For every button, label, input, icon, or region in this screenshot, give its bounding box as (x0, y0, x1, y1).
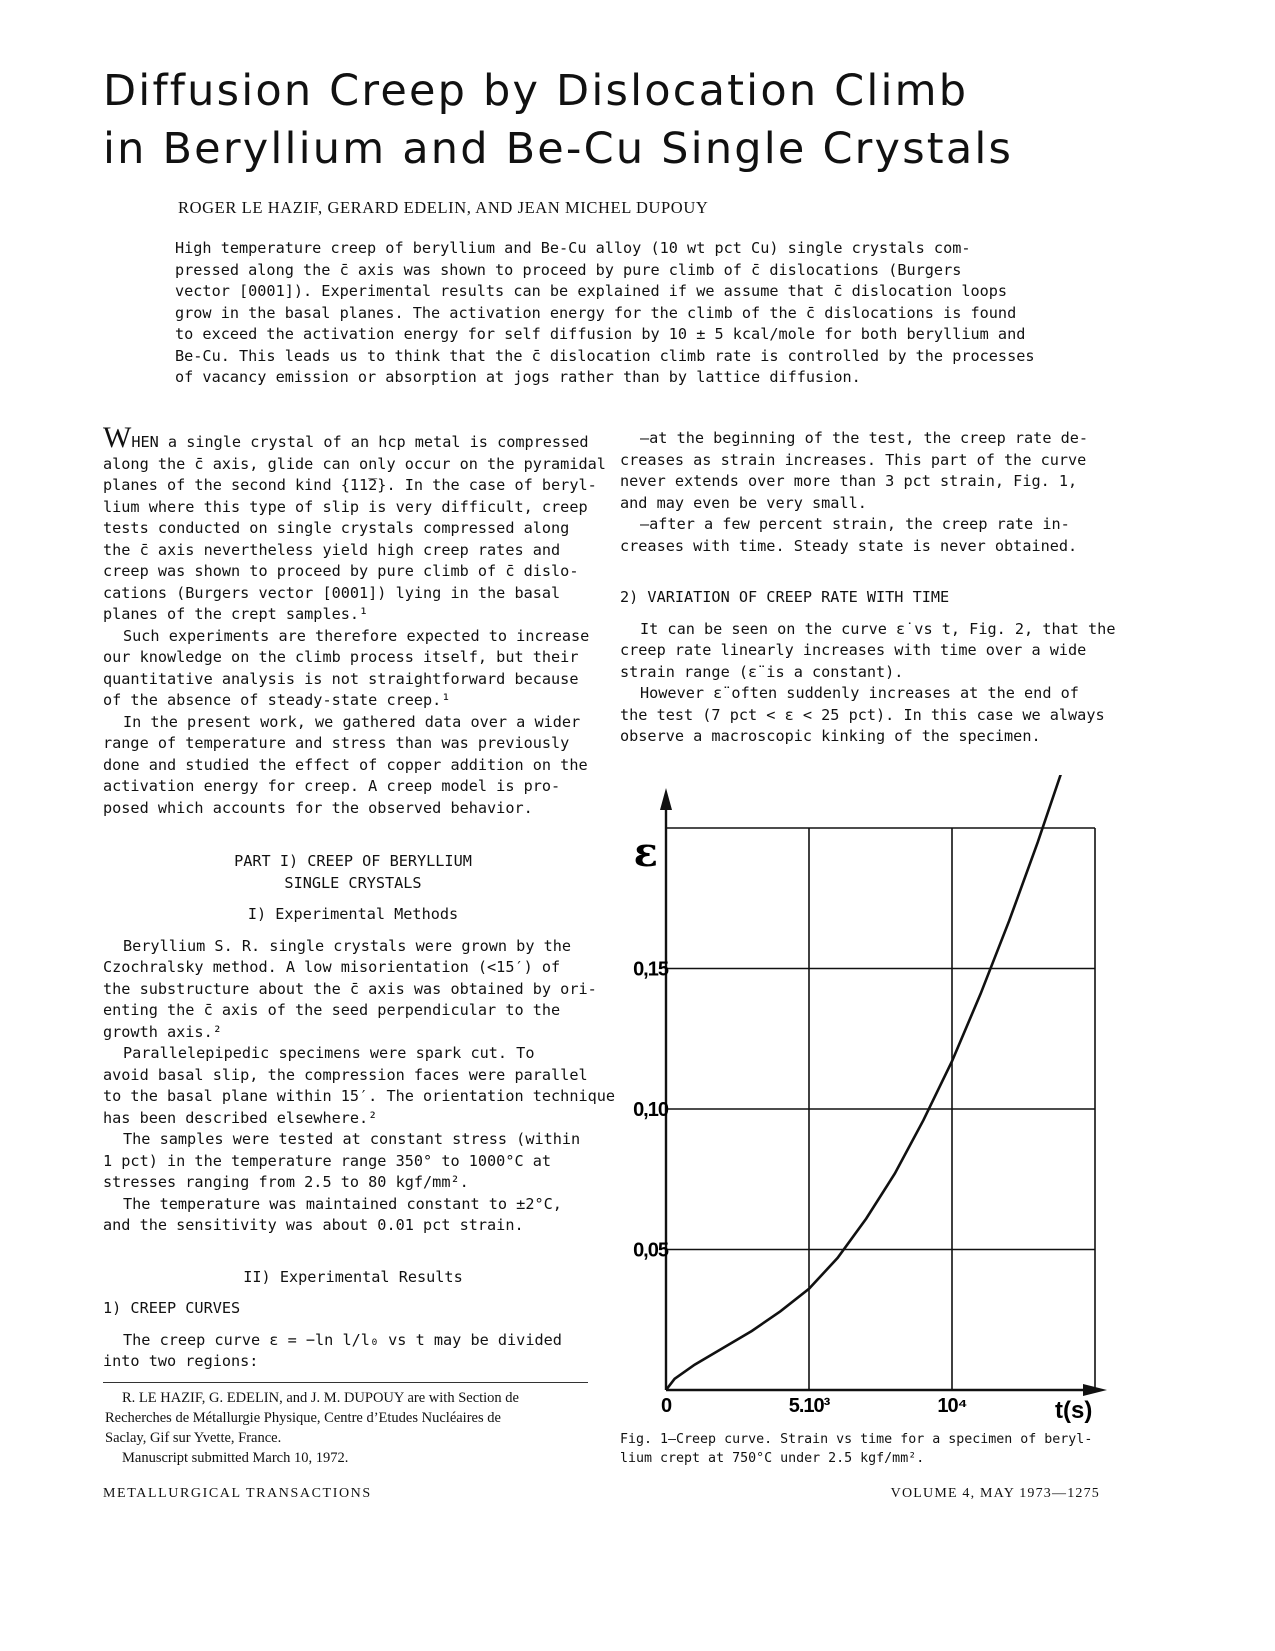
body-line: has been described elsewhere.² (103, 1108, 378, 1127)
body-line: quantitative analysis is not straightforward because (103, 669, 579, 688)
abstract (175, 238, 1035, 389)
section-heading: SINGLE CRYSTALS (284, 873, 422, 892)
body-line: creases with time. Steady state is never obtained. (620, 536, 1078, 555)
body-line: planes of the crept samples.¹ (103, 605, 369, 623)
body-line: creep was shown to proceed by pure climb of c̄ dislo- (103, 562, 579, 580)
footnote-rule (103, 1382, 588, 1383)
body-line: done and studied the effect of copper addition on the (103, 755, 588, 774)
volume-page: VOLUME 4, MAY 1973—1275 (890, 1486, 1100, 1501)
body-line: planes of the second kind {11̅2}. In the case of beryl- (103, 476, 597, 494)
footnote-line: R. LE HAZIF, G. EDELIN, and J. M. DUPOUY are with Section de (122, 1390, 519, 1406)
abstract-line: Be-Cu. This leads us to think that the c̄ dislocation climb rate is controlled by the processes (175, 346, 1035, 365)
caption-line: Fig. 1—Creep curve. Strain vs time for a specimen of beryl- (620, 1432, 1093, 1447)
y-tick-label: 0,10 (633, 1099, 668, 1121)
x-axis-label: t(s) (1055, 1397, 1093, 1424)
journal-name: METALLURGICAL TRANSACTIONS (103, 1486, 372, 1501)
creep-curve-line (666, 770, 1095, 1390)
body-line: never extends over more than 3 pct strain, Fig. 1, (620, 472, 1078, 490)
body-line: observe a macroscopic kinking of the specimen. (620, 727, 1041, 745)
figure-caption (620, 1430, 1110, 1468)
body-line: the c̄ axis nevertheless yield high creep rates and (103, 540, 561, 559)
body-line: into two regions: (103, 1352, 259, 1370)
intro-first-line (103, 421, 603, 454)
body-line: Parallelepipedic specimens were spark cut. To (123, 1044, 535, 1062)
y-tick-label: 0,15 (633, 958, 668, 981)
body-line: the test (7 pct < ε < 25 pct). In this case we always (620, 705, 1105, 724)
body-line: enting the c̄ axis of the seed perpendicular to the (103, 1001, 561, 1019)
x-tick-label: 0 (660, 1395, 672, 1417)
creep-chart (600, 770, 1110, 1430)
y-axis-arrow (660, 788, 672, 810)
body-line: and the sensitivity was about 0.01 pct strain. (103, 1216, 524, 1234)
left-column (103, 421, 616, 1373)
body-line: and may even be very small. (620, 493, 867, 512)
body-line: along the c̄ axis, glide can only occur on the pyramidal (103, 454, 606, 473)
drop-cap: W (103, 421, 132, 454)
body-line: the substructure about the c̄ axis was obtained by ori- (103, 979, 597, 998)
footnote-submitted: Manuscript submitted March 10, 1972. (122, 1450, 349, 1466)
body-line: Such experiments are therefore expected to increase (123, 626, 590, 645)
body-line: The creep curve ε = −ln l/l₀ vs t may be divided (123, 1330, 562, 1349)
intro-first-rest: HEN a single crystal of an hcp metal is compressed (131, 433, 589, 451)
abstract-line: vector [0001]). Experimental results can be explained if we assume that c̄ dislocation loops (175, 282, 1008, 300)
subsection-heading: I) Experimental Methods (247, 905, 459, 923)
body-line: stresses ranging from 2.5 to 80 kgf/mm². (103, 1173, 469, 1191)
body-line: tests conducted on single crystals compressed along (103, 519, 570, 537)
body-line: 1 pct) in the temperature range 350° to 1000°C at (103, 1151, 552, 1170)
y-tick-label: 0,05 (633, 1239, 668, 1262)
body-line: lium where this type of slip is very difficult, creep (103, 497, 588, 516)
right-column (620, 428, 1116, 748)
body-line: creep rate linearly increases with time over a wide (620, 641, 1087, 659)
body-line: posed which accounts for the observed behavior. (103, 798, 533, 817)
subsection-heading: II) Experimental Results (243, 1267, 463, 1286)
caption-line: lium crept at 750°C under 2.5 kgf/mm². (620, 1451, 925, 1466)
footnote-line: Saclay, Gif sur Yvette, France. (105, 1430, 282, 1446)
body-line: strain range (ε̈ is a constant). (620, 662, 904, 681)
body-line: Czochralsky method. A low misorientation (<15′) of (103, 958, 561, 976)
abstract-line: High temperature creep of beryllium and Be-Cu alloy (10 wt pct Cu) single crystals com- (175, 239, 971, 257)
body-line: However ε̈ often suddenly increases at the end of (640, 684, 1079, 702)
body-line: creases as strain increases. This part of the curve (620, 450, 1087, 469)
footnote (105, 1388, 592, 1468)
x-tick-label: 5.10³ (788, 1395, 830, 1417)
body-line: The temperature was maintained constant to ±2°C, (123, 1194, 562, 1213)
abstract-line: of vacancy emission or absorption at jogs rather than by lattice diffusion. (175, 368, 861, 386)
body-line: —at the beginning of the test, the creep rate de- (640, 429, 1089, 447)
footnote-line: Recherches de Métallurgie Physique, Centre d’Etudes Nucléaires de (105, 1410, 501, 1426)
title-block (103, 62, 1103, 178)
body-line: to the basal plane within 15′. The orientation technique (103, 1087, 616, 1105)
body-line: Beryllium S. R. single crystals were grown by the (123, 936, 572, 955)
body-line: The samples were tested at constant stress (within (123, 1130, 581, 1148)
author-list: ROGER LE HAZIF, GERARD EDELIN, AND JEAN MICHEL DUPOUY (178, 198, 709, 217)
subsection-heading: 2) VARIATION OF CREEP RATE WITH TIME (620, 588, 950, 606)
title-line-1: Diffusion Creep by Dislocation Climb (103, 66, 969, 116)
body-line: range of temperature and stress than was previously (103, 734, 570, 752)
body-line: avoid basal slip, the compression faces were parallel (103, 1065, 588, 1084)
body-line: cations (Burgers vector [0001]) lying in the basal (103, 583, 561, 602)
body-line: of the absence of steady-state creep.¹ (103, 691, 451, 709)
x-tick-label: 10⁴ (937, 1395, 967, 1417)
abstract-line: to exceed the activation energy for self diffusion by 10 ± 5 kcal/mole for both beryllium and (175, 325, 1026, 343)
body-line: activation energy for creep. A creep model is pro- (103, 777, 561, 795)
body-line: growth axis.² (103, 1022, 222, 1041)
abstract-line: pressed along the c̄ axis was shown to proceed by pure climb of c̄ dislocations (Burgers (175, 260, 962, 279)
title-line-2: in Beryllium and Be-Cu Single Crystals (103, 124, 1014, 174)
abstract-line: grow in the basal planes. The activation energy for the climb of the c̄ dislocations is found (175, 303, 1017, 322)
subsection-heading: 1) CREEP CURVES (103, 1299, 241, 1317)
y-axis-label: ε (633, 829, 658, 876)
body-line: our knowledge on the climb process itself, but their (103, 648, 579, 666)
section-heading: PART I) CREEP OF BERYLLIUM (234, 852, 472, 870)
body-line: It can be seen on the curve ε̇ vs t, Fig. 2, that the (640, 619, 1116, 638)
creep-curve-figure (600, 770, 1110, 1430)
body-line: —after a few percent strain, the creep rate in- (640, 515, 1070, 533)
body-line: In the present work, we gathered data over a wider (123, 712, 581, 731)
